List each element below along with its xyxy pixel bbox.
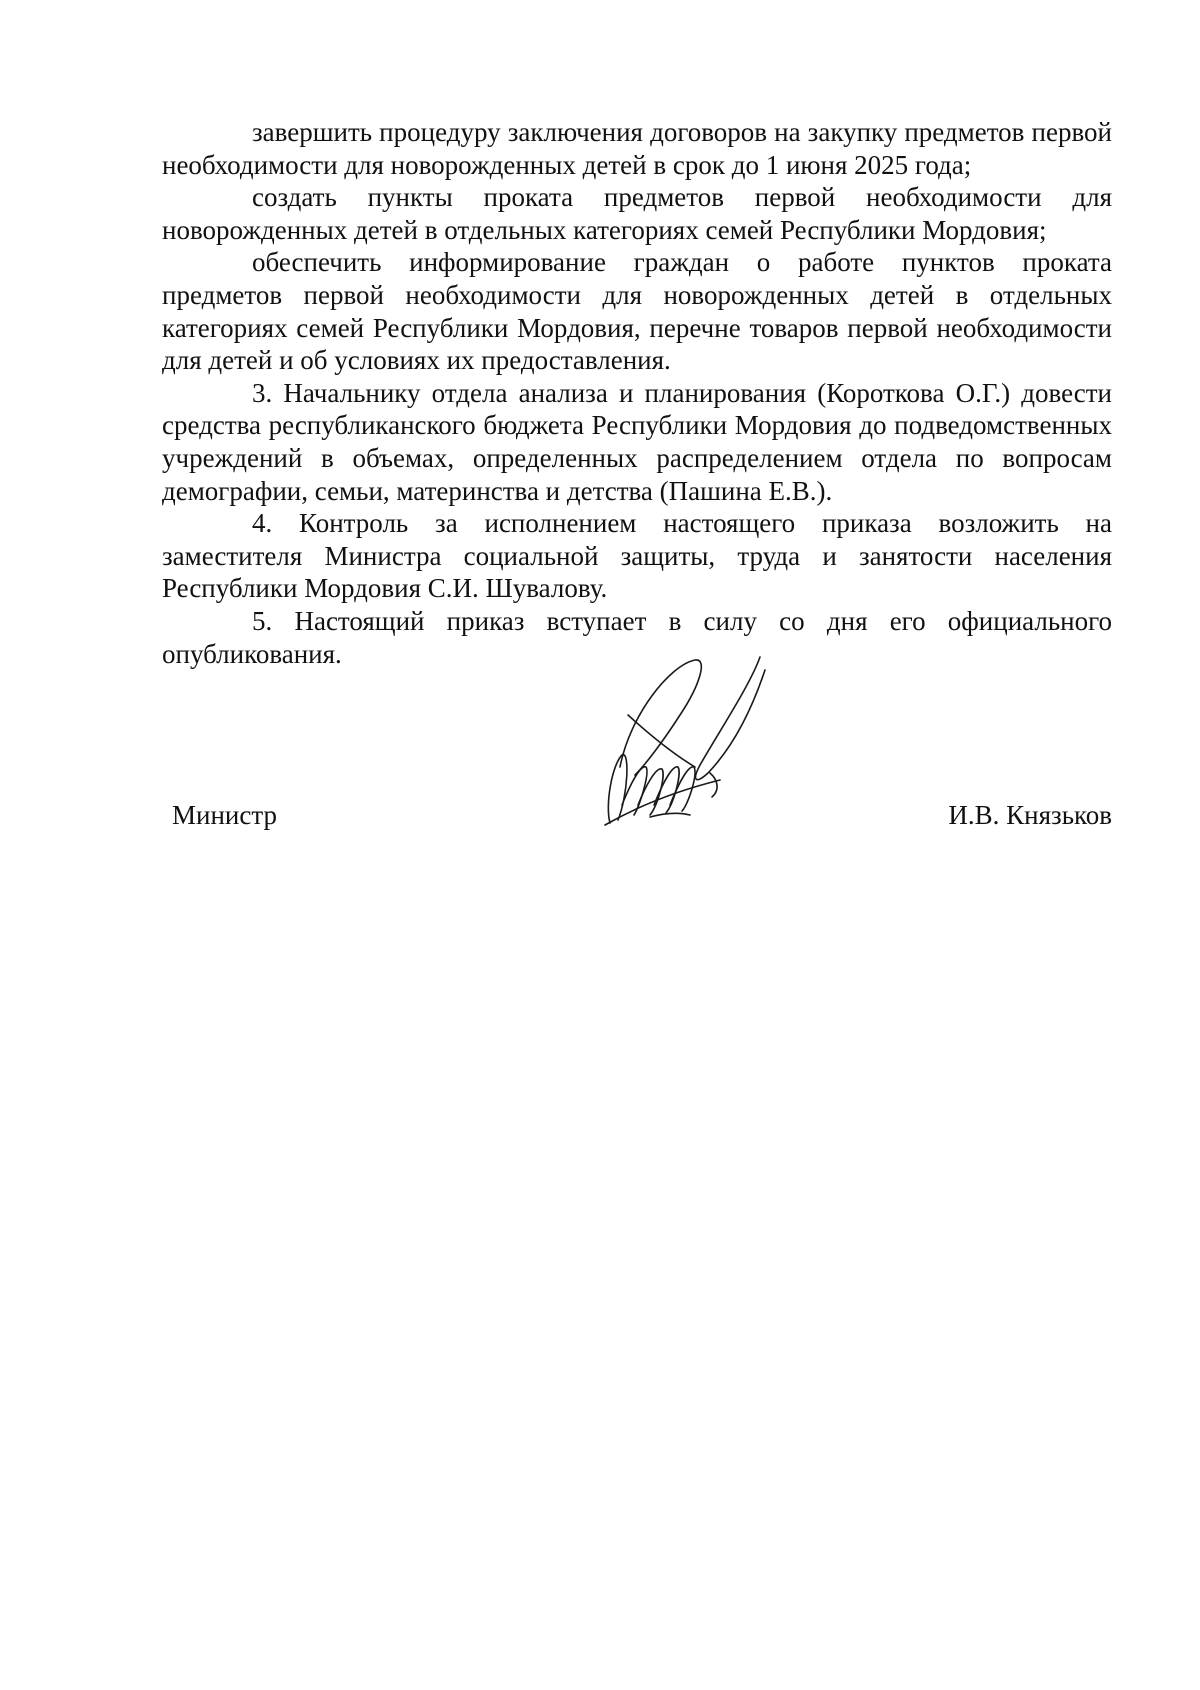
paragraph-item-3: 3. Начальнику отдела анализа и планирования (Короткова О.Г.) довести средства республиканского бюджета Республики Мордовия до подведомственных учреждений в объемах, определенных распределением отдела по вопросам демографии, семьи, материнства и детства (Пашина Е.В.).: [162, 377, 1112, 506]
paragraph-create-rental-points: создать пункты проката предметов первой необходимости для новорожденных детей в отдельных категориях семей Республики Мордовия;: [162, 182, 1112, 245]
paragraph-complete-procurement: завершить процедуру заключения договоров на закупку предметов первой необходимости для новорожденных детей в срок до 1 июня 2025 года;: [162, 117, 1112, 180]
signer-title: Министр: [172, 800, 277, 830]
paragraph-item-5: 5. Настоящий приказ вступает в силу со дня его официального опубликования.: [162, 605, 1112, 669]
document-body: [162, 116, 1112, 670]
signature-block: [162, 800, 1112, 840]
paragraph-item-4: 4. Контроль за исполнением настоящего приказа возложить на заместителя Министра социальной защиты, труда и занятости населения Республики Мордовия С.И. Шувалову.: [162, 508, 1112, 604]
signer-name: И.В. Князьков: [948, 800, 1112, 830]
paragraph-inform-citizens: обеспечить информирование граждан о работе пунктов проката предметов первой необходимости для новорожденных детей в отдельных категориях семей Республики Мордовия, перечне товаров первой необходимости для детей и об условиях их предоставления.: [162, 247, 1112, 376]
